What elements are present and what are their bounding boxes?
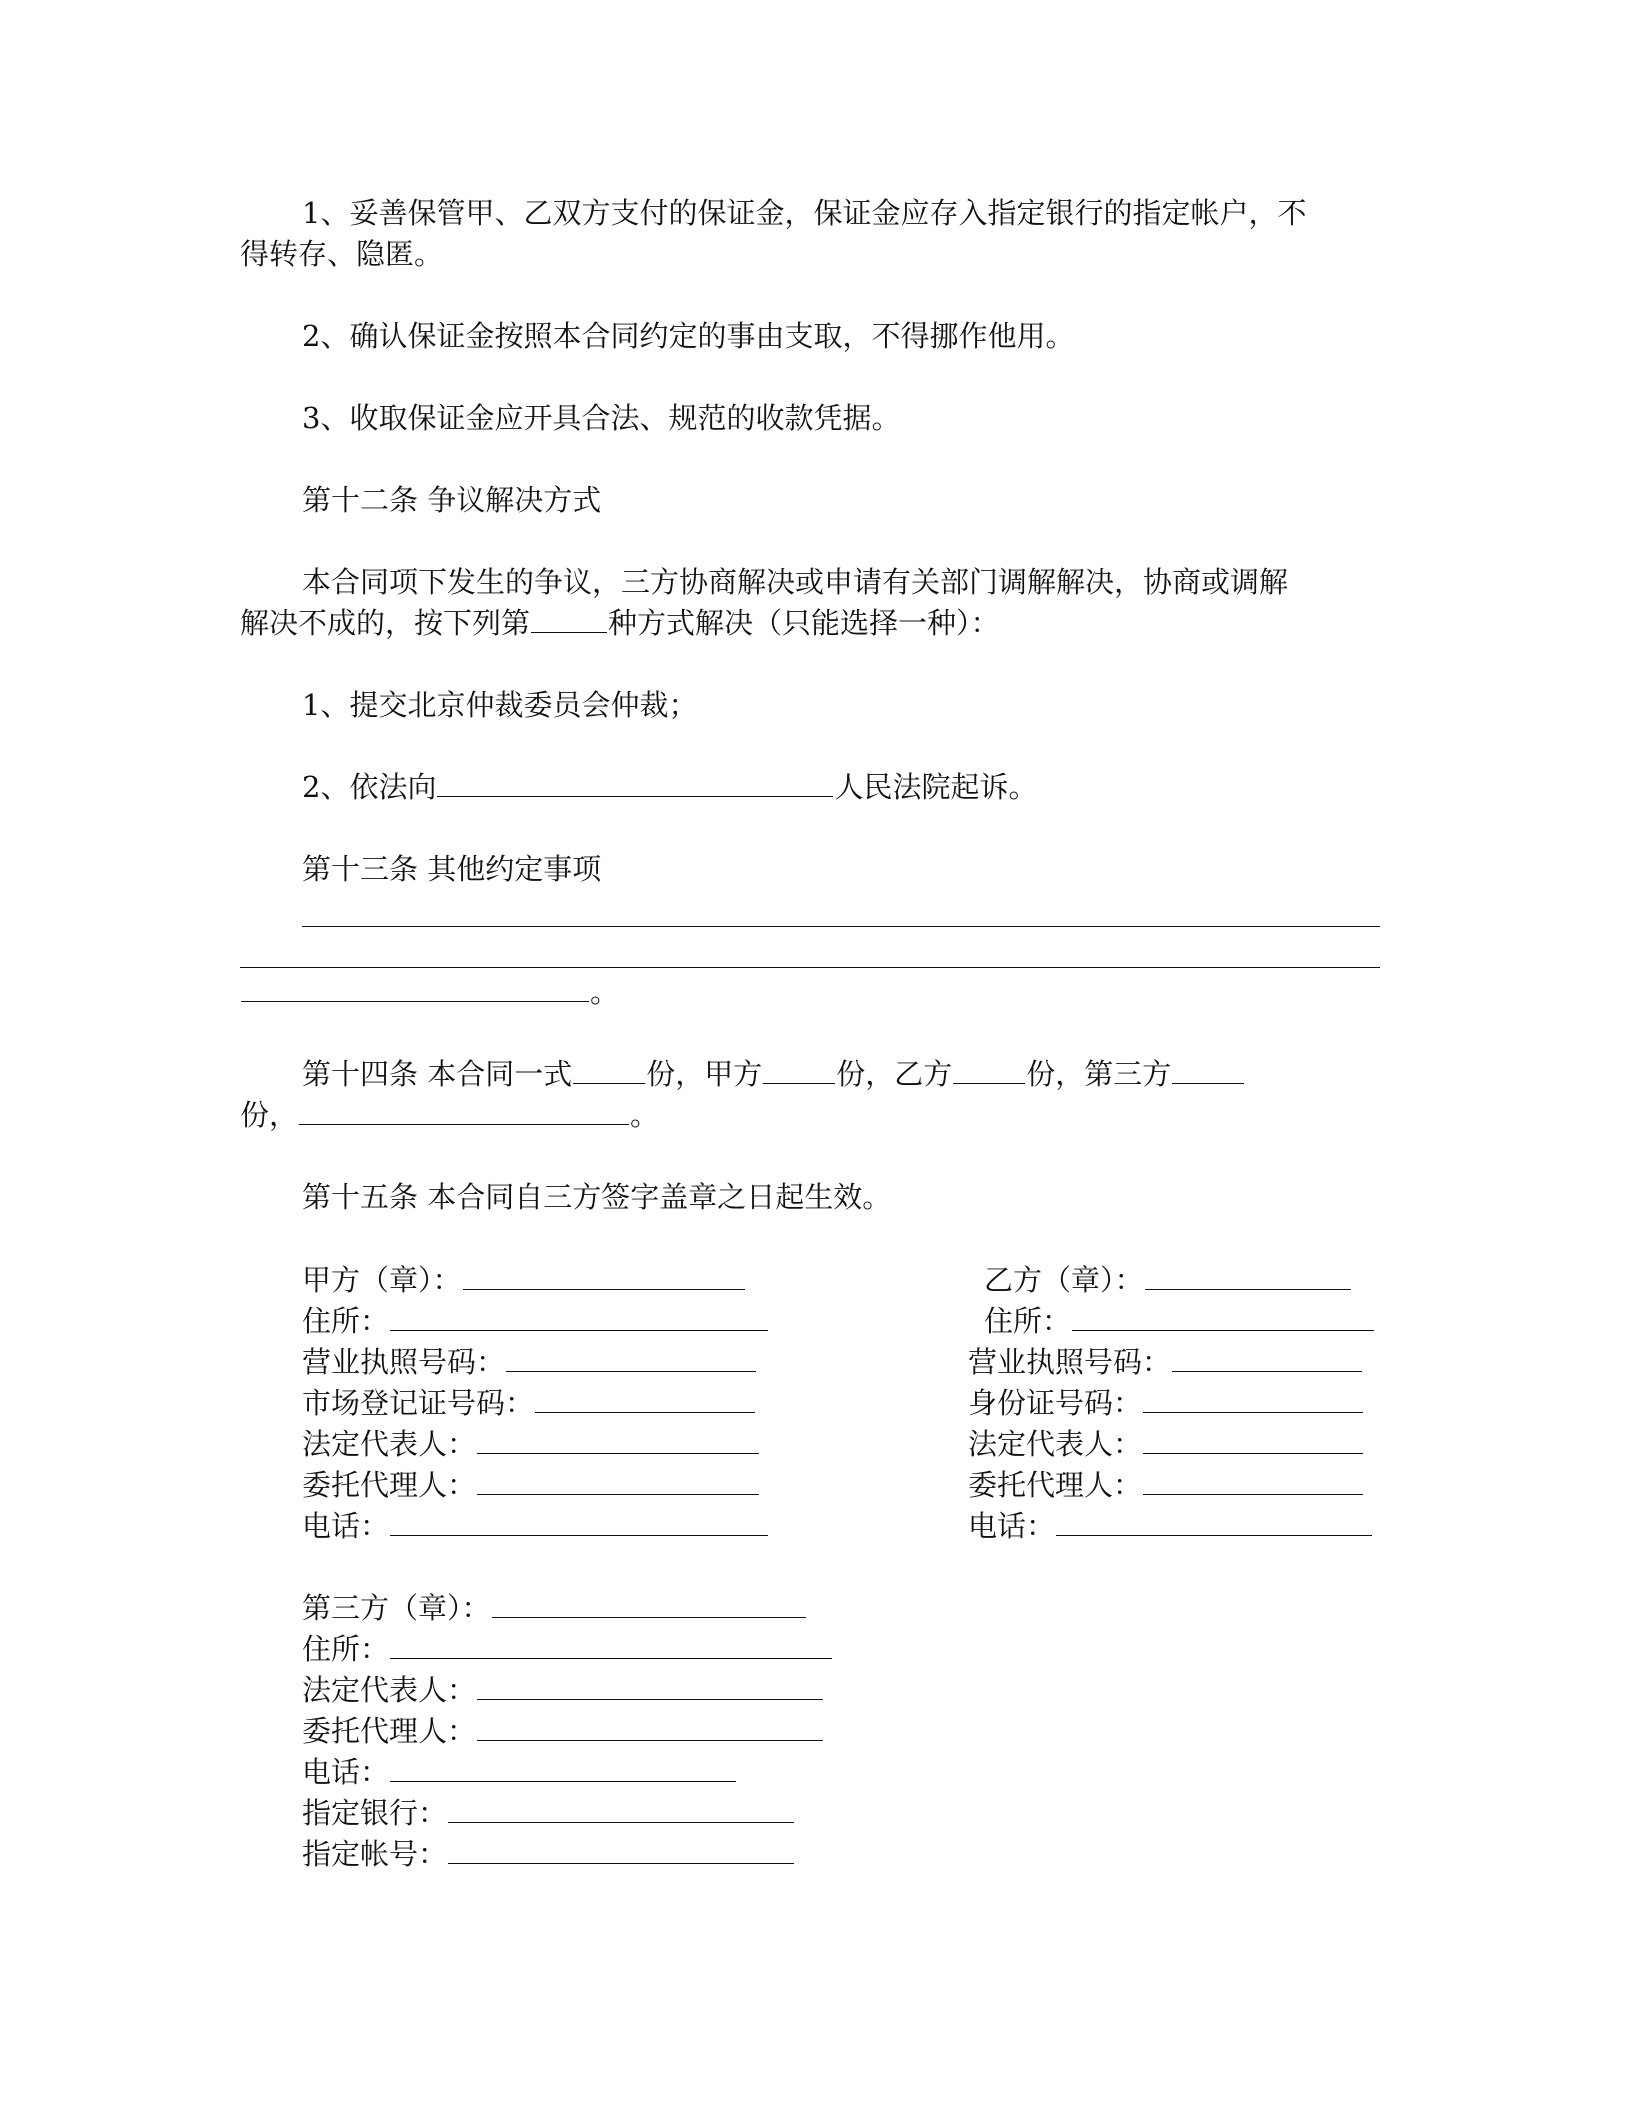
party-b-seal-label: 乙方（章）： xyxy=(984,1263,1144,1297)
article-13-period: 。 xyxy=(590,975,620,1009)
party-a-license-field[interactable] xyxy=(506,1343,756,1372)
party-b-copies-blank[interactable] xyxy=(953,1055,1025,1084)
clause-1-line-1: 1、妥善保管甲、乙双方支付的保证金，保证金应存入指定银行的指定帐户，不 xyxy=(302,196,1307,230)
other-terms-line-3 xyxy=(240,971,619,1013)
clause-2: 2、确认保证金按照本合同约定的事由支取，不得挪作他用。 xyxy=(302,319,1075,353)
party-c-phone-field[interactable] xyxy=(390,1753,736,1782)
party-a-address-row xyxy=(302,1301,769,1342)
party-c-account-row xyxy=(302,1834,795,1875)
article-14-b: 份，甲方 xyxy=(646,1057,763,1091)
party-a-seal-row xyxy=(302,1260,746,1301)
article-14-a: 第十四条 本合同一式 xyxy=(302,1057,573,1091)
party-b-phone-label: 电话： xyxy=(968,1509,1056,1543)
party-c-legal-rep-row xyxy=(302,1670,824,1711)
party-b-license-field[interactable] xyxy=(1172,1343,1362,1372)
party-c-phone-label: 电话： xyxy=(302,1755,390,1789)
party-b-agent-label: 委托代理人： xyxy=(968,1468,1143,1502)
party-b-seal-row xyxy=(984,1260,1352,1301)
article-14-e: 份， xyxy=(240,1098,299,1132)
party-b-address-field[interactable] xyxy=(1072,1302,1374,1331)
party-b-legal-rep-label: 法定代表人： xyxy=(968,1427,1143,1461)
party-a-license-label: 营业执照号码： xyxy=(302,1345,506,1379)
party-a-legal-rep-row xyxy=(302,1424,760,1465)
article-12-paragraph-line-1: 本合同项下发生的争议，三方协商解决或申请有关部门调解解决，协商或调解 xyxy=(302,565,1289,599)
party-c-legal-rep-label: 法定代表人： xyxy=(302,1673,477,1707)
party-a-address-field[interactable] xyxy=(390,1302,768,1331)
party-c-account-label: 指定帐号： xyxy=(302,1837,448,1871)
third-party-copies-blank[interactable] xyxy=(1172,1055,1244,1084)
party-b-agent-field[interactable] xyxy=(1143,1466,1363,1495)
party-a-address-label: 住所： xyxy=(302,1304,390,1338)
party-c-legal-rep-field[interactable] xyxy=(477,1671,823,1700)
party-c-seal-field[interactable] xyxy=(492,1589,806,1618)
party-a-phone-label: 电话： xyxy=(302,1509,390,1543)
party-b-id-row xyxy=(968,1383,1364,1424)
party-a-legal-rep-field[interactable] xyxy=(477,1425,759,1454)
party-b-id-label: 身份证号码： xyxy=(968,1386,1143,1420)
total-copies-blank[interactable] xyxy=(573,1055,645,1084)
article-14-d: 份，第三方 xyxy=(1026,1057,1172,1091)
other-terms-line-2[interactable] xyxy=(240,967,1380,968)
article-12-option-1: 1、提交北京仲裁委员会仲裁； xyxy=(302,688,698,722)
clause-1-line-2: 得转存、隐匿。 xyxy=(240,237,444,271)
article-14-c: 份，乙方 xyxy=(836,1057,953,1091)
party-a-phone-row xyxy=(302,1506,769,1547)
article-12-line-2-prefix: 解决不成的，按下列第 xyxy=(240,606,531,640)
party-b-legal-rep-row xyxy=(968,1424,1364,1465)
party-a-license-row xyxy=(302,1342,757,1383)
article-15: 第十五条 本合同自三方签字盖章之日起生效。 xyxy=(302,1180,892,1214)
option-2-prefix: 2、依法向 xyxy=(302,770,437,804)
party-a-market-reg-label: 市场登记证号码： xyxy=(302,1386,535,1420)
article-12-option-2 xyxy=(302,766,1037,808)
article-12-line-2-suffix: 种方式解决（只能选择一种）： xyxy=(608,606,1000,640)
party-a-agent-field[interactable] xyxy=(477,1466,759,1495)
method-number-blank[interactable] xyxy=(531,604,607,633)
party-a-seal-field[interactable] xyxy=(463,1261,745,1290)
party-c-phone-row xyxy=(302,1752,737,1793)
party-a-market-reg-row xyxy=(302,1383,756,1424)
party-a-seal-label: 甲方（章）： xyxy=(302,1263,462,1297)
article-12-title: 第十二条 争议解决方式 xyxy=(302,483,602,517)
party-c-bank-field[interactable] xyxy=(448,1794,794,1823)
party-c-seal-label: 第三方（章）： xyxy=(302,1591,491,1625)
article-14-line-1 xyxy=(302,1053,1245,1095)
party-b-phone-row xyxy=(968,1506,1373,1547)
other-terms-line-1[interactable] xyxy=(302,926,1380,927)
article-14-extra-blank[interactable] xyxy=(299,1096,629,1125)
party-b-id-field[interactable] xyxy=(1143,1384,1363,1413)
party-c-agent-label: 委托代理人： xyxy=(302,1714,477,1748)
party-c-account-field[interactable] xyxy=(448,1835,794,1864)
party-b-address-label: 住所： xyxy=(984,1304,1072,1338)
article-12-paragraph-line-2 xyxy=(240,602,1000,644)
party-a-legal-rep-label: 法定代表人： xyxy=(302,1427,477,1461)
party-b-address-row xyxy=(984,1301,1375,1342)
party-c-bank-label: 指定银行： xyxy=(302,1796,448,1830)
party-a-market-reg-field[interactable] xyxy=(535,1384,755,1413)
article-13-title: 第十三条 其他约定事项 xyxy=(302,852,602,886)
party-c-address-row xyxy=(302,1629,833,1670)
party-b-legal-rep-field[interactable] xyxy=(1143,1425,1363,1454)
party-c-agent-row xyxy=(302,1711,824,1752)
clause-3: 3、收取保证金应开具合法、规范的收款凭据。 xyxy=(302,401,901,435)
party-b-seal-field[interactable] xyxy=(1145,1261,1351,1290)
party-c-address-label: 住所： xyxy=(302,1632,390,1666)
party-b-license-row xyxy=(968,1342,1363,1383)
party-a-agent-row xyxy=(302,1465,760,1506)
party-a-agent-label: 委托代理人： xyxy=(302,1468,477,1502)
party-b-agent-row xyxy=(968,1465,1364,1506)
court-name-blank[interactable] xyxy=(437,768,833,797)
party-a-phone-field[interactable] xyxy=(390,1507,768,1536)
other-terms-blank-end[interactable] xyxy=(241,973,589,1002)
party-b-license-label: 营业执照号码： xyxy=(968,1345,1172,1379)
party-a-copies-blank[interactable] xyxy=(763,1055,835,1084)
party-c-seal-row xyxy=(302,1588,807,1629)
party-c-bank-row xyxy=(302,1793,795,1834)
party-c-agent-field[interactable] xyxy=(477,1712,823,1741)
article-14-line-2 xyxy=(240,1094,659,1136)
option-2-suffix: 人民法院起诉。 xyxy=(834,770,1038,804)
article-14-f: 。 xyxy=(630,1098,660,1132)
party-b-phone-field[interactable] xyxy=(1056,1507,1372,1536)
party-c-address-field[interactable] xyxy=(390,1630,832,1659)
